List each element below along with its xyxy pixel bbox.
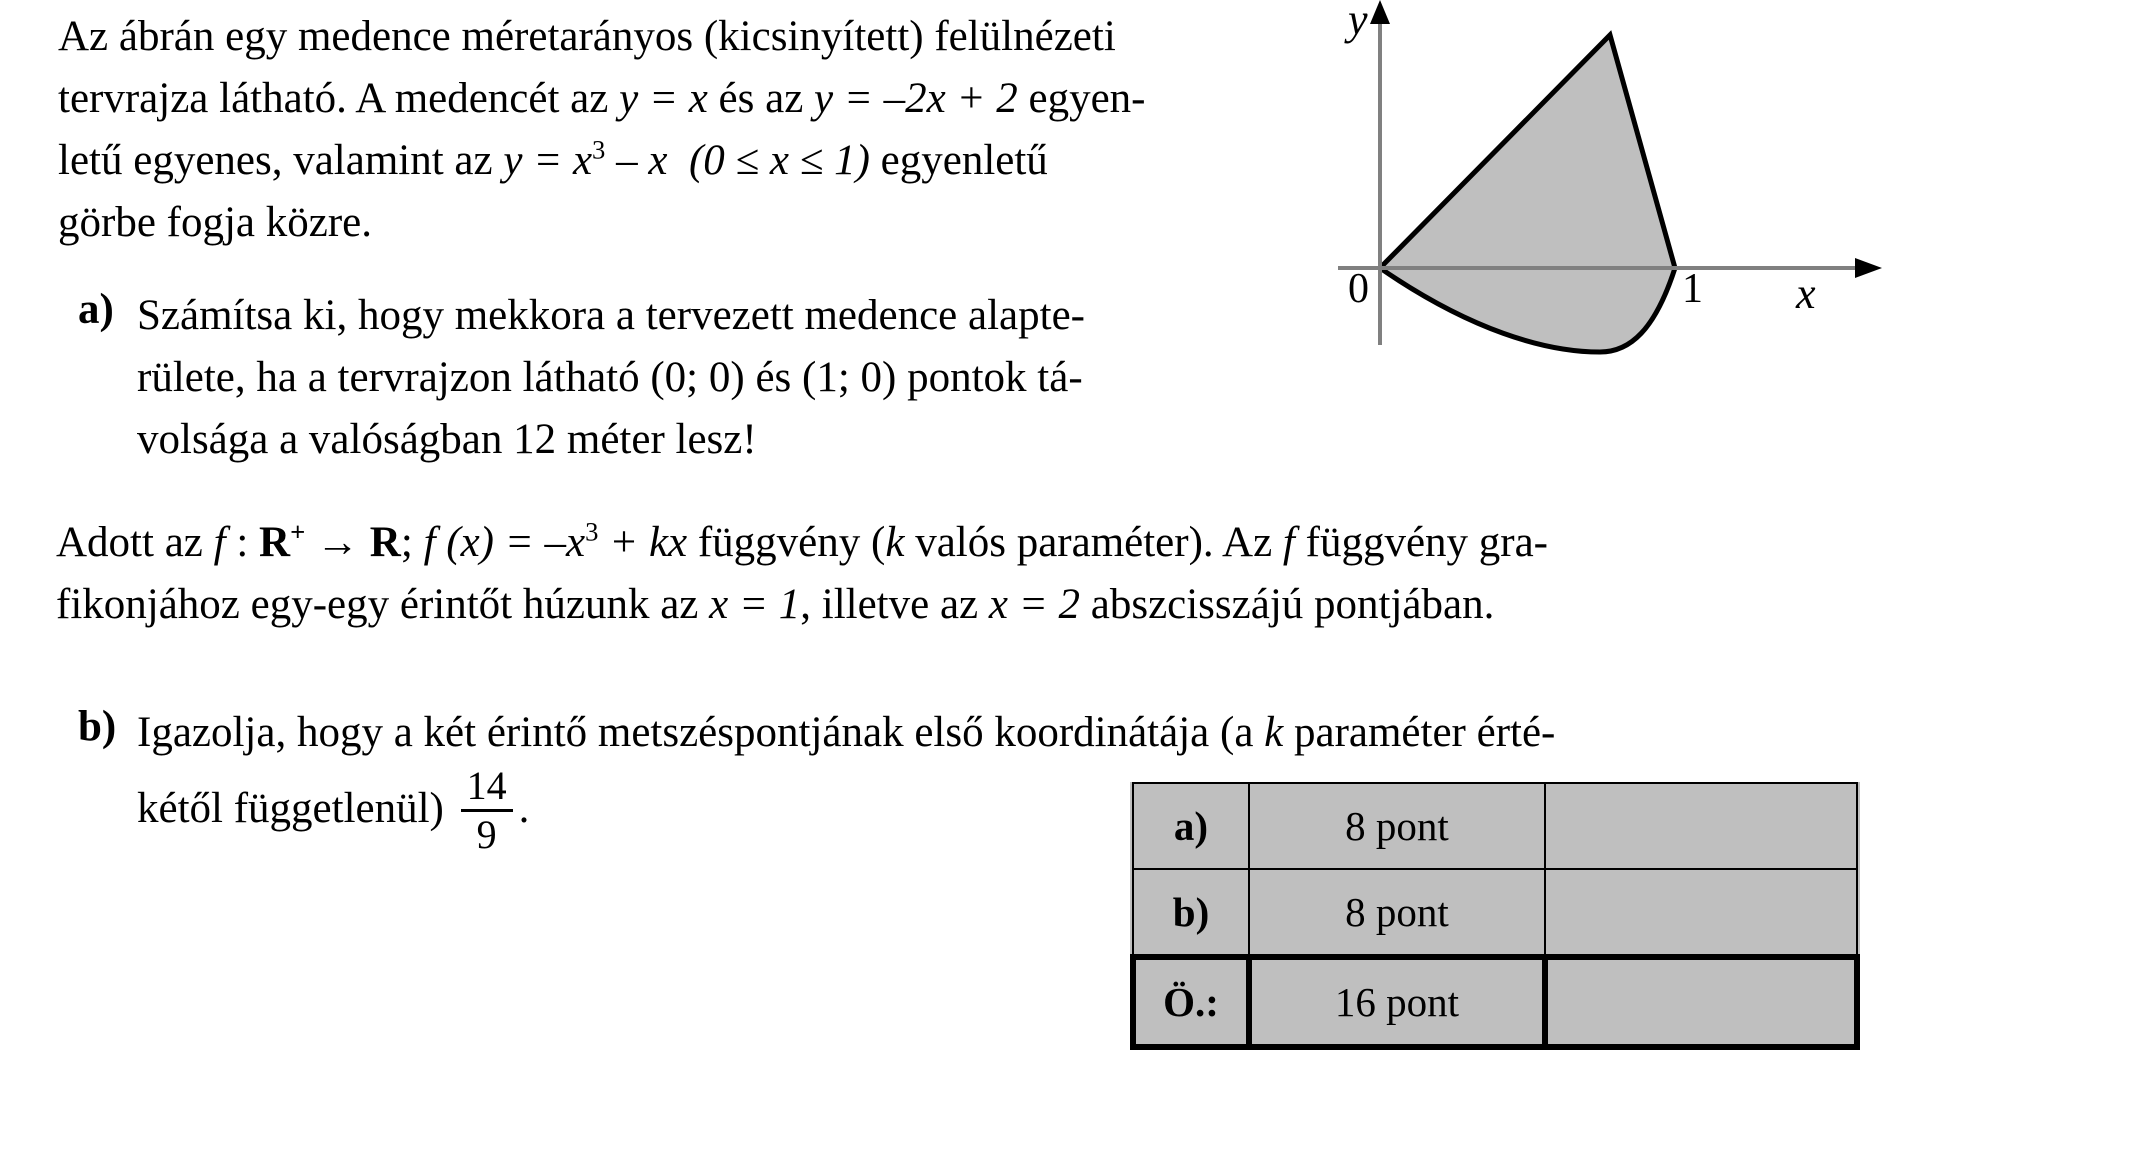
score-row-blank[interactable] [1545,869,1857,957]
score-row-part: a) [1133,783,1249,869]
task-a-label: a) [78,286,114,333]
intro-line-4: görbe fogja közre. [58,199,372,246]
intro-line-3-text-a: letű egyenes, valamint az [58,137,504,184]
score-row-points: 8 pont [1249,869,1545,957]
fn-text-4: függvény gra- [1294,519,1549,566]
equation-cubic: y = x [503,137,593,184]
tangent-text-1: fikonjához egy-egy érintőt húzunk az [56,581,710,628]
intro-line-2-text-b: és az [707,75,815,122]
task-a-body [137,285,1085,471]
score-row-points: 8 pont [1249,783,1545,869]
task-b-text-4: . [518,785,530,832]
cubic-exponent: 3 [592,134,606,165]
axis-label-x: x [1796,269,1816,318]
score-row-total-points: 16 pont [1249,957,1545,1047]
tick-label-one: 1 [1682,266,1703,312]
function-definition-line-2 [56,574,1548,636]
fn-formula: f (x) = –x [423,519,586,566]
axis-label-y: y [1348,0,1368,44]
tangent-text-3: abszcisszájú pontjában. [1080,581,1495,628]
fn-domain-R: R [259,519,291,566]
task-a-line-2: rülete, ha a tervrajzon látható (0; 0) és (1; 0) pontok tá- [137,354,1083,401]
intro-line-3 [58,130,1048,192]
task-b-text-1: Igazolja, hogy a két érintő metszéspontjának első koordinátája (a [137,709,1265,756]
score-row-part: b) [1133,869,1249,957]
fn-semicolon: ; [400,519,424,566]
table-row [1133,869,1857,957]
cubic-rest: – x [605,137,668,184]
fn-symbol-f: f [213,519,226,566]
score-row-total-blank[interactable] [1545,957,1857,1047]
function-definition-line-1 [56,512,1548,574]
domain-range: (0 ≤ x ≤ 1) [688,137,870,184]
abscissa-x-equals-2: x = 2 [988,581,1080,628]
intro-line-2-text-c: egyen- [1017,75,1146,122]
y-axis-arrow-icon [1370,0,1390,24]
task-b-param-k: k [1264,709,1284,756]
score-row-blank[interactable] [1545,783,1857,869]
task-a-line-1: Számítsa ki, hogy mekkora a tervezett medence alapte- [137,292,1085,339]
tangent-text-2: , illetve az [800,581,989,628]
x-axis-arrow-icon [1855,258,1882,278]
equation-y-equals-x: y = x [619,75,708,122]
abscissa-x-equals-1: x = 1 [709,581,801,628]
function-definition-paragraph [56,512,1548,636]
fn-formula-exponent: 3 [585,516,599,547]
fraction-denominator: 9 [476,811,497,857]
fn-colon: : [225,519,260,566]
fn-formula-rest: + kx [598,519,688,566]
tick-label-origin: 0 [1348,266,1369,312]
table-row-total [1133,957,1857,1047]
task-b-label: b) [78,703,117,750]
fn-codomain-R: R [369,519,401,566]
intro-line-2-text-a: tervrajza látható. A medencét az [58,75,620,122]
intro-line-3-text-c: egyenletű [869,137,1048,184]
task-a-line-3: volsága a valóságban 12 méter lesz! [137,416,757,463]
pool-top-view-figure [1330,0,1890,360]
table-row [1133,783,1857,869]
fraction-numerator: 14 [466,762,507,808]
fraction-14-over-9 [461,762,513,857]
score-row-total-label: Ö.: [1133,957,1249,1047]
fn-text-3: valós paraméter). Az [904,519,1283,566]
fn-text-2: függvény ( [687,519,886,566]
task-b-line-1 [137,702,1555,764]
pool-region-shape [1380,35,1675,352]
score-table [1130,782,1860,1050]
fn-symbol-f-2: f [1282,519,1295,566]
intro-line-2 [58,68,1146,130]
fn-domain-plus: + [290,516,306,547]
figure-svg [1330,0,1890,360]
intro-paragraph [58,6,1146,254]
param-k: k [885,519,905,566]
fn-arrow-icon: → [305,519,370,566]
task-b-text-2: paraméter érté- [1283,709,1556,756]
task-b-text-3: kétől függetlenül) [137,785,455,832]
intro-line-1: Az ábrán egy medence méretarányos (kicsinyített) felülnézeti [58,13,1116,60]
fn-text-1: Adott az [56,519,214,566]
equation-y-equals-minus2x-plus-2: y = –2x + 2 [814,75,1018,122]
